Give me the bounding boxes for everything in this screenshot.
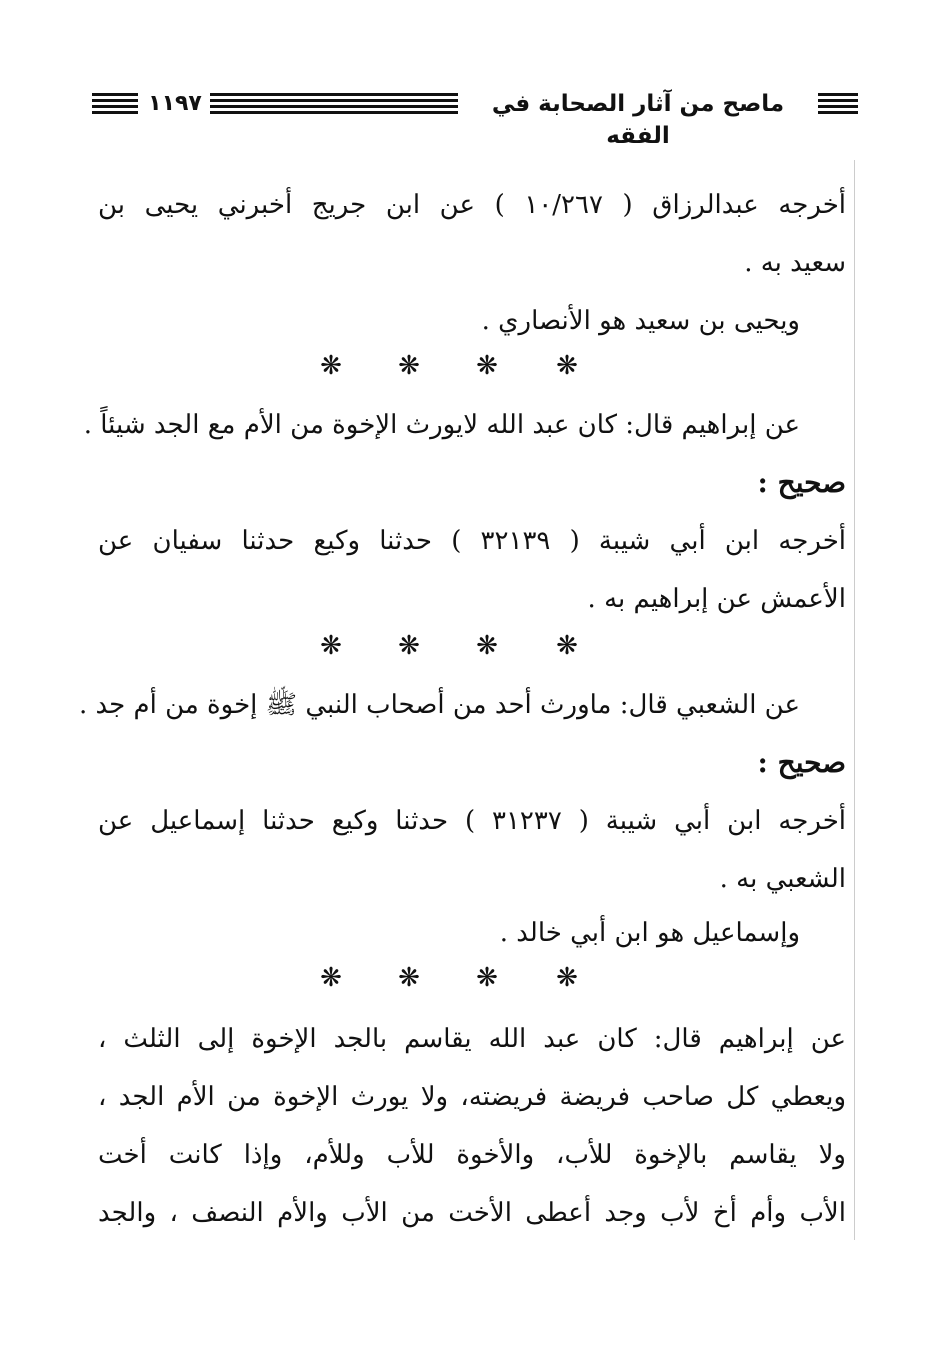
ornament-star-icon: ❋: [398, 631, 420, 661]
ornament-star-icon: ❋: [320, 963, 342, 993]
ornament-star-icon: ❋: [556, 963, 578, 993]
ornament-star-icon: ❋: [320, 351, 342, 381]
text-line: ولا يقاسم بالإخوة للأب، والأخوة للأب وللأم، وإذا كانت أخت: [98, 1140, 846, 1170]
ornament-star-icon: ❋: [476, 963, 498, 993]
header-rule-left: [92, 93, 138, 115]
ornament-star-icon: ❋: [398, 963, 420, 993]
text-line: وإسماعيل هو ابن أبي خالد .: [499, 918, 800, 948]
margin-rule: [854, 160, 855, 1240]
section-heading-sahih: صحيح :: [757, 746, 846, 779]
text-line: أخرجه ابن أبي شيبة ( ٣٢١٣٩ ) حدثنا وكيع حدثنا سفيان عن: [98, 526, 846, 556]
page-number: ١١٩٧: [148, 91, 202, 116]
ornament-star-icon: ❋: [476, 351, 498, 381]
ornament-star-icon: ❋: [320, 631, 342, 661]
text-line: الشعبي به .: [719, 864, 846, 894]
text-line: ويحيى بن سعيد هو الأنصاري .: [481, 306, 800, 336]
running-title: ماصح من آثار الصحابة في الفقه: [491, 91, 785, 149]
text-line: عن الشعبي قال: ماورث أحد من أصحاب النبي ﷺ إخوة من أم جد .: [78, 690, 800, 720]
section-divider: [0, 626, 942, 666]
page-header: [92, 88, 858, 149]
text-line: الأعمش عن إبراهيم به .: [587, 584, 846, 614]
ornament-star-icon: ❋: [556, 351, 578, 381]
header-rule-right: [818, 93, 858, 115]
text-line: سعيد به .: [744, 248, 846, 278]
text-line: أخرجه ابن أبي شيبة ( ٣١٢٣٧ ) حدثنا وكيع حدثنا إسماعيل عن: [98, 806, 846, 836]
text-line: أخرجه عبدالرزاق ( ١٠/٢٦٧ ) عن ابن جريج أخبرني يحيى بن: [98, 190, 847, 220]
header-rule-middle: [210, 93, 458, 115]
section-heading-sahih: صحيح :: [757, 466, 846, 499]
ornament-star-icon: ❋: [476, 631, 498, 661]
text-line: عن إبراهيم قال: كان عبد الله يقاسم بالجد الإخوة إلى الثلث ،: [98, 1024, 846, 1054]
text-line: عن إبراهيم قال: كان عبد الله لايورث الإخوة من الأم مع الجد شيئاً .: [83, 410, 800, 440]
text-line: الأب وأم أخ لأب وجد أعطى الأخت من الأب والأم النصف ، والجد: [98, 1198, 846, 1228]
section-divider: [0, 346, 942, 386]
ornament-star-icon: ❋: [556, 631, 578, 661]
text-line: ويعطي كل صاحب فريضة فريضته، ولا يورث الإخوة من الأم الجد ،: [98, 1082, 846, 1112]
ornament-star-icon: ❋: [398, 351, 420, 381]
section-divider: [0, 958, 942, 998]
